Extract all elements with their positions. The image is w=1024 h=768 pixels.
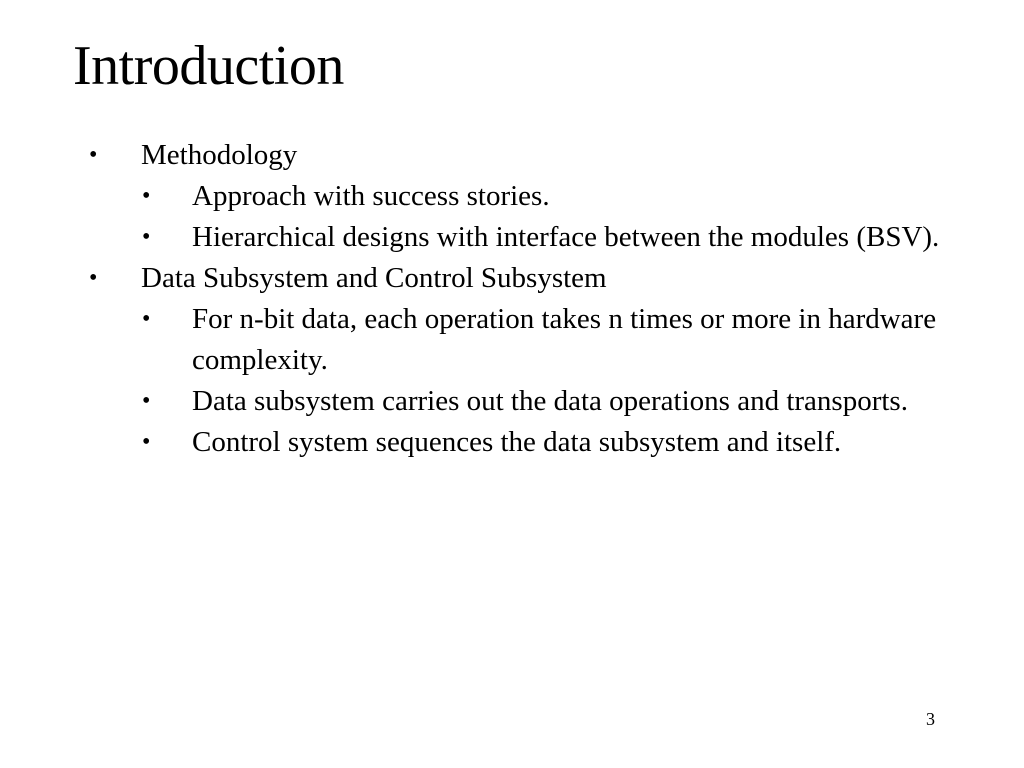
sub-bullet-item-hierarchical [0,217,982,258]
bullet-text: Methodology [141,139,298,171]
bullet-item-subsystems [0,258,1024,299]
bullet-icon: • [142,306,151,332]
page-number: 3 [926,709,935,729]
sub-bullet-item-data-subsystem [0,381,982,422]
bullet-item-methodology [0,135,1024,176]
sub-bullet-item-approach [0,176,982,217]
bullet-text: Control system sequences the data subsystem and itself. [192,426,842,458]
bullet-icon: • [142,183,151,209]
bullet-icon: • [142,224,151,250]
bullet-text: For n-bit data, each operation takes n times or more in hardware complexity. [192,303,937,376]
bullet-text: Data Subsystem and Control Subsystem [141,262,607,294]
bullet-text: Hierarchical designs with interface between the modules (BSV). [192,221,940,253]
bullet-icon: • [142,388,151,414]
sub-bullet-item-control-system [0,422,982,463]
bullet-icon: • [142,429,151,455]
slide-title: Introduction [73,35,344,97]
bullet-text: Approach with success stories. [192,180,550,212]
bullet-list [0,135,1024,463]
bullet-text: Data subsystem carries out the data operations and transports. [192,385,908,417]
sub-bullet-item-nbit [0,299,982,381]
bullet-icon: • [89,142,98,168]
bullet-icon: • [89,265,98,291]
